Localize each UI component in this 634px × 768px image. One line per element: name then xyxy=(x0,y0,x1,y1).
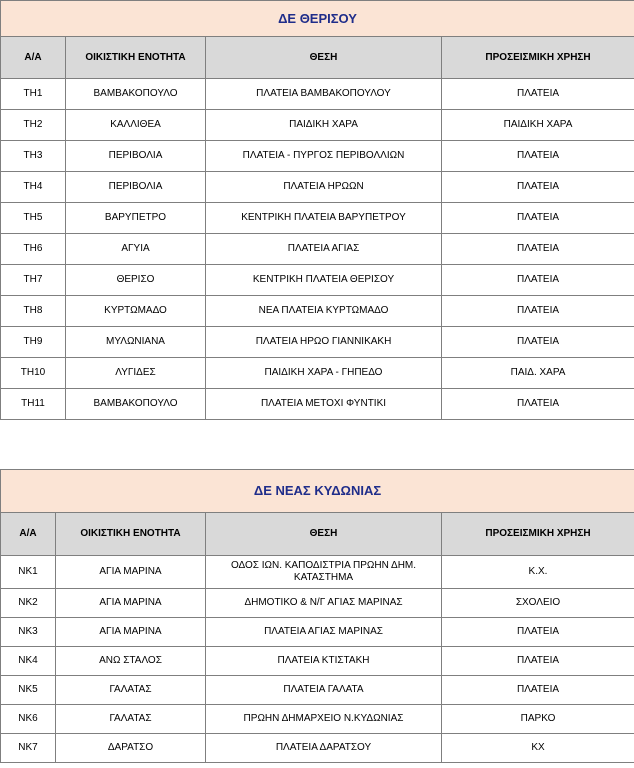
cell-proseismiki-xrisi: ΣΧΟΛΕΙΟ xyxy=(442,589,634,618)
cell-aa: ΝΚ4 xyxy=(1,647,56,676)
cell-aa: ΝΚ6 xyxy=(1,705,56,734)
table-row xyxy=(1,110,634,141)
cell-oikistiki-enotita: ΒΑΜΒΑΚΟΠΟΥΛΟ xyxy=(66,389,206,420)
table-row xyxy=(1,647,634,676)
cell-proseismiki-xrisi: ΠΑΙΔ. ΧΑΡΑ xyxy=(442,358,634,389)
cell-oikistiki-enotita: ΑΓΙΑ ΜΑΡΙΝΑ xyxy=(56,556,206,589)
cell-aa: ΤΗ5 xyxy=(1,203,66,234)
cell-oikistiki-enotita: ΑΓΙΑ ΜΑΡΙΝΑ xyxy=(56,618,206,647)
table-row xyxy=(1,618,634,647)
cell-thesi: ΟΔΟΣ ΙΩΝ. ΚΑΠΟΔΙΣΤΡΙΑ ΠΡΩΗΝ ΔΗΜ. ΚΑΤΑΣΤΗΜΑ xyxy=(206,556,442,589)
header-proseismiki-xrisi: ΠΡΟΣΕΙΣΜΙΚΗ ΧΡΗΣΗ xyxy=(442,513,634,556)
table-row xyxy=(1,734,634,763)
cell-oikistiki-enotita: ΜΥΛΩΝΙΑΝΑ xyxy=(66,327,206,358)
cell-proseismiki-xrisi: ΠΛΑΤΕΙΑ xyxy=(442,676,634,705)
cell-oikistiki-enotita: ΒΑΜΒΑΚΟΠΟΥΛΟ xyxy=(66,79,206,110)
cell-oikistiki-enotita: ΑΓΙΑ ΜΑΡΙΝΑ xyxy=(56,589,206,618)
header-thesi: ΘΕΣΗ xyxy=(206,513,442,556)
cell-proseismiki-xrisi: ΠΛΑΤΕΙΑ xyxy=(442,647,634,676)
table-row xyxy=(1,79,634,110)
cell-proseismiki-xrisi: ΠΑΙΔΙΚΗ ΧΑΡΑ xyxy=(442,110,634,141)
cell-thesi: ΠΛΑΤΕΙΑ ΔΑΡΑΤΣΟΥ xyxy=(206,734,442,763)
cell-oikistiki-enotita: ΓΑΛΑΤΑΣ xyxy=(56,705,206,734)
cell-proseismiki-xrisi: ΚΧ xyxy=(442,734,634,763)
cell-thesi: ΠΛΑΤΕΙΑ ΜΕΤΟΧΙ ΦΥΝΤΙΚΙ xyxy=(206,389,442,420)
cell-proseismiki-xrisi: ΠΛΑΤΕΙΑ xyxy=(442,203,634,234)
cell-aa: ΝΚ1 xyxy=(1,556,56,589)
cell-proseismiki-xrisi: ΠΛΑΤΕΙΑ xyxy=(442,141,634,172)
cell-oikistiki-enotita: ΠΕΡΙΒΟΛΙΑ xyxy=(66,172,206,203)
cell-thesi: ΠΡΩΗΝ ΔΗΜΑΡΧΕΙΟ Ν.ΚΥΔΩΝΙΑΣ xyxy=(206,705,442,734)
cell-aa: ΤΗ2 xyxy=(1,110,66,141)
header-aa: Α/Α xyxy=(1,37,66,79)
header-proseismiki-xrisi: ΠΡΟΣΕΙΣΜΙΚΗ ΧΡΗΣΗ xyxy=(442,37,634,79)
header-aa: Α/Α xyxy=(1,513,56,556)
cell-thesi: ΠΑΙΔΙΚΗ ΧΑΡΑ - ΓΗΠΕΔΟ xyxy=(206,358,442,389)
table-row xyxy=(1,296,634,327)
table-row xyxy=(1,141,634,172)
cell-proseismiki-xrisi: ΠΛΑΤΕΙΑ xyxy=(442,296,634,327)
cell-thesi: ΠΛΑΤΕΙΑ ΚΤΙΣΤΑΚΗ xyxy=(206,647,442,676)
cell-aa: ΝΚ5 xyxy=(1,676,56,705)
cell-thesi: ΝΕΑ ΠΛΑΤΕΙΑ ΚΥΡΤΩΜΑΔΟ xyxy=(206,296,442,327)
cell-aa: ΤΗ3 xyxy=(1,141,66,172)
cell-proseismiki-xrisi: ΠΛΑΤΕΙΑ xyxy=(442,234,634,265)
table-row xyxy=(1,556,634,589)
table-row xyxy=(1,389,634,420)
table-row xyxy=(1,358,634,389)
cell-thesi: ΚΕΝΤΡΙΚΗ ΠΛΑΤΕΙΑ ΒΑΡΥΠΕΤΡΟΥ xyxy=(206,203,442,234)
cell-thesi: ΠΛΑΤΕΙΑ ΗΡΩΟ ΓΙΑΝΝΙΚΑΚΗ xyxy=(206,327,442,358)
cell-aa: ΝΚ3 xyxy=(1,618,56,647)
cell-aa: ΤΗ7 xyxy=(1,265,66,296)
cell-thesi: ΠΛΑΤΕΙΑ ΗΡΩΩΝ xyxy=(206,172,442,203)
cell-aa: ΤΗ9 xyxy=(1,327,66,358)
cell-oikistiki-enotita: ΚΑΛΛΙΘΕΑ xyxy=(66,110,206,141)
cell-oikistiki-enotita: ΑΓΥΙΑ xyxy=(66,234,206,265)
table-title: ΔΕ ΝΕΑΣ ΚΥΔΩΝΙΑΣ xyxy=(1,470,634,513)
cell-proseismiki-xrisi: ΠΛΑΤΕΙΑ xyxy=(442,618,634,647)
cell-aa: ΝΚ2 xyxy=(1,589,56,618)
table-row xyxy=(1,705,634,734)
cell-oikistiki-enotita: ΠΕΡΙΒΟΛΙΑ xyxy=(66,141,206,172)
header-oikistiki-enotita: ΟΙΚΙΣΤΙΚΗ ΕΝΟΤΗΤΑ xyxy=(56,513,206,556)
cell-proseismiki-xrisi: ΠΛΑΤΕΙΑ xyxy=(442,389,634,420)
cell-oikistiki-enotita: ΑΝΩ ΣΤΑΛΟΣ xyxy=(56,647,206,676)
cell-proseismiki-xrisi: ΠΛΑΤΕΙΑ xyxy=(442,327,634,358)
cell-proseismiki-xrisi: Κ.Χ. xyxy=(442,556,634,589)
cell-oikistiki-enotita: ΔΑΡΑΤΣΟ xyxy=(56,734,206,763)
cell-aa: ΤΗ8 xyxy=(1,296,66,327)
cell-thesi: ΠΛΑΤΕΙΑ ΒΑΜΒΑΚΟΠΟΥΛΟΥ xyxy=(206,79,442,110)
cell-oikistiki-enotita: ΓΑΛΑΤΑΣ xyxy=(56,676,206,705)
cell-thesi: ΚΕΝΤΡΙΚΗ ΠΛΑΤΕΙΑ ΘΕΡΙΣΟΥ xyxy=(206,265,442,296)
cell-oikistiki-enotita: ΛΥΓΙΔΕΣ xyxy=(66,358,206,389)
cell-oikistiki-enotita: ΘΕΡΙΣΟ xyxy=(66,265,206,296)
table-row xyxy=(1,265,634,296)
table-row xyxy=(1,327,634,358)
header-thesi: ΘΕΣΗ xyxy=(206,37,442,79)
cell-aa: ΤΗ11 xyxy=(1,389,66,420)
table-title: ΔΕ ΘΕΡΙΣΟΥ xyxy=(1,1,634,37)
table-row xyxy=(1,203,634,234)
table-row xyxy=(1,234,634,265)
cell-thesi: ΠΛΑΤΕΙΑ ΓΑΛΑΤΑ xyxy=(206,676,442,705)
cell-oikistiki-enotita: ΒΑΡΥΠΕΤΡΟ xyxy=(66,203,206,234)
cell-thesi: ΔΗΜΟΤΙΚΟ & Ν/Γ ΑΓΙΑΣ ΜΑΡΙΝΑΣ xyxy=(206,589,442,618)
cell-oikistiki-enotita: ΚΥΡΤΩΜΑΔΟ xyxy=(66,296,206,327)
table-row xyxy=(1,676,634,705)
cell-aa: ΤΗ4 xyxy=(1,172,66,203)
cell-proseismiki-xrisi: ΠΛΑΤΕΙΑ xyxy=(442,172,634,203)
header-oikistiki-enotita: ΟΙΚΙΣΤΙΚΗ ΕΝΟΤΗΤΑ xyxy=(66,37,206,79)
cell-thesi: ΠΛΑΤΕΙΑ ΑΓΙΑΣ xyxy=(206,234,442,265)
cell-aa: ΤΗ1 xyxy=(1,79,66,110)
cell-thesi: ΠΛΑΤΕΙΑ - ΠΥΡΓΟΣ ΠΕΡΙΒΟΛΛΙΩΝ xyxy=(206,141,442,172)
cell-proseismiki-xrisi: ΠΛΑΤΕΙΑ xyxy=(442,79,634,110)
table-row xyxy=(1,589,634,618)
cell-proseismiki-xrisi: ΠΛΑΤΕΙΑ xyxy=(442,265,634,296)
cell-proseismiki-xrisi: ΠΑΡΚΟ xyxy=(442,705,634,734)
cell-thesi: ΠΛΑΤΕΙΑ ΑΓΙΑΣ ΜΑΡΙΝΑΣ xyxy=(206,618,442,647)
table-de-neas-kydonias xyxy=(0,469,634,763)
cell-aa: ΤΗ6 xyxy=(1,234,66,265)
table-row xyxy=(1,172,634,203)
cell-aa: ΤΗ10 xyxy=(1,358,66,389)
cell-thesi: ΠΑΙΔΙΚΗ ΧΑΡΑ xyxy=(206,110,442,141)
cell-aa: ΝΚ7 xyxy=(1,734,56,763)
